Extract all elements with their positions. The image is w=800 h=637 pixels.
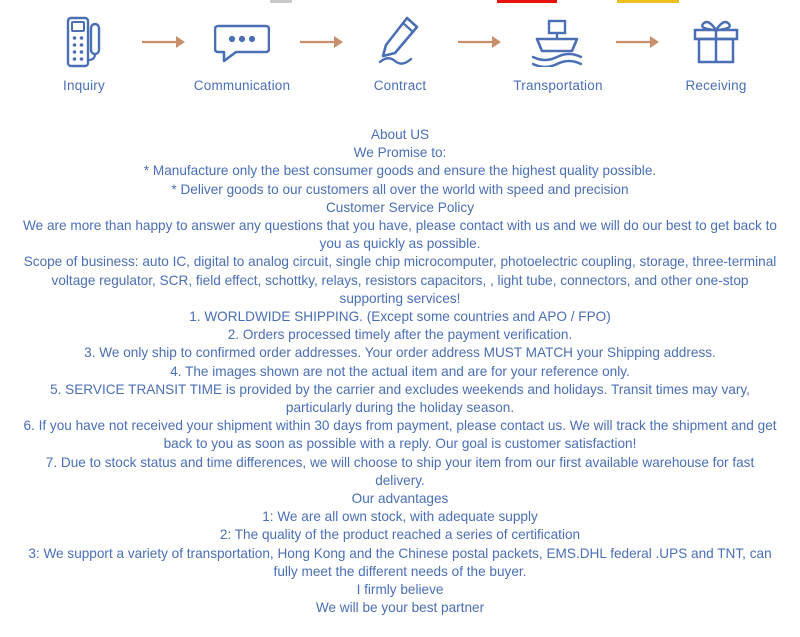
flow-step-contract [348, 14, 452, 93]
text-line: 4. The images shown are not the actual item and are for your reference only. [170, 363, 630, 379]
text-line: Our advantages [351, 491, 449, 507]
text-line: supporting services! [339, 290, 461, 306]
arrow-right-icon [610, 14, 664, 70]
gift-box-icon [691, 14, 741, 70]
flow-step-label: Inquiry [63, 78, 105, 93]
flow-step-label: Receiving [685, 78, 747, 93]
text-line: fully meet the different needs of the buyer. [273, 563, 527, 579]
cargo-ship-icon [531, 14, 585, 70]
text-line: 3. We only ship to confirmed order addresses. Your order address MUST MATCH your Shipping address. [84, 345, 716, 361]
text-line: 6. If you have not received your shipment within 30 days from payment, please contact us. We will track the shipment and get [23, 418, 777, 434]
text-line: We will be your best partner [315, 600, 485, 616]
text-line: 2. Orders processed timely after the payment verification. [227, 327, 573, 343]
chat-bubble-icon [214, 14, 270, 70]
text-line: you as quickly as possible. [319, 236, 481, 252]
text-line: We Promise to: [353, 145, 447, 161]
pencil-signature-icon [377, 14, 423, 70]
text-line: voltage regulator, SCR, field effect, schottky, relays, resistors capacitors, , light tube, connectors, and other one-stop [51, 272, 749, 288]
text-line: * Deliver goods to our customers all over the world with speed and precision [171, 181, 629, 197]
text-line: back to you as soon as possible with a reply. Our goal is customer satisfaction! [163, 436, 637, 452]
text-line: particularly during the holiday season. [285, 400, 515, 416]
arrow-right-icon [294, 14, 348, 70]
arrow-right-icon [136, 14, 190, 70]
text-line: 2: The quality of the product reached a series of certification [219, 527, 581, 543]
telephone-icon [62, 14, 106, 70]
text-line: delivery. [375, 472, 425, 488]
text-line: 1: We are all own stock, with adequate supply [262, 509, 538, 525]
text-line: 5. SERVICE TRANSIT TIME is provided by the carrier and excludes weekends and holidays. Transit times may vary, [50, 381, 750, 397]
flow-step-inquiry [32, 14, 136, 93]
arrow-right-icon [452, 14, 506, 70]
flow-step-communication [190, 14, 294, 93]
text-line: We are more than happy to answer any questions that you have, please contact with us and we will do our best to get back to [23, 218, 777, 234]
top-bar-red [497, 0, 557, 3]
top-bar-yellow [617, 0, 679, 3]
text-line: Scope of business: auto IC, digital to analog circuit, single chip microcomputer, photoelectric coupling, storage, three-terminal [23, 254, 777, 270]
text-line: * Manufacture only the best consumer goods and ensure the highest quality possible. [143, 163, 657, 179]
flow-step-transportation [506, 14, 610, 93]
flow-step-receiving [664, 14, 768, 93]
text-line: 1. WORLDWIDE SHIPPING. (Except some countries and APO / FPO) [189, 309, 611, 325]
text-line: I firmly believe [356, 582, 444, 598]
text-line: 3: We support a variety of transportation, Hong Kong and the Chinese postal packets, EMS.DHL federal .UPS and TNT, can [28, 545, 772, 561]
text-line: 7. Due to stock status and time differences, we will choose to ship your item from our first available warehouse for fast [45, 454, 755, 470]
about-us-text-block [0, 126, 800, 617]
flow-step-label: Communication [193, 78, 291, 93]
top-bar-grey [270, 0, 292, 3]
text-line: Customer Service Policy [325, 199, 475, 215]
flow-step-label: Transportation [513, 78, 603, 93]
top-color-bars [0, 0, 800, 5]
text-line: About US [370, 127, 430, 142]
process-flow [0, 14, 800, 93]
flow-step-label: Contract [373, 78, 427, 93]
